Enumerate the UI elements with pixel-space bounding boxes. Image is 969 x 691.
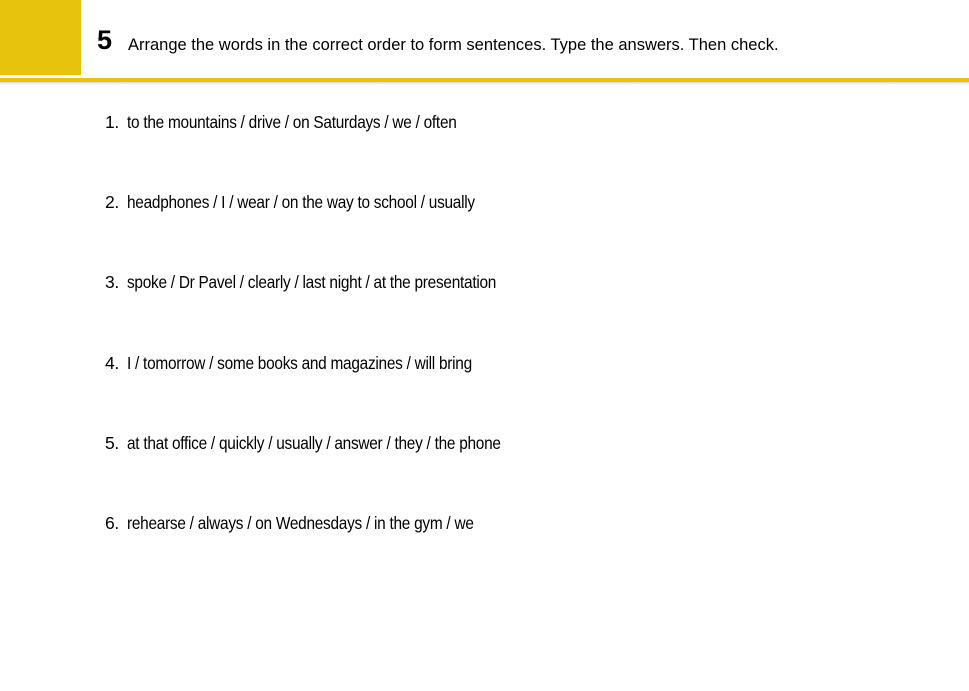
- exercise-instruction: Arrange the words in the correct order to form sentences. Type the answers. Then check.: [128, 36, 779, 54]
- item-number: 2.: [105, 192, 119, 213]
- exercise-item-3: [105, 270, 925, 350]
- item-prompt: headphones / I / wear / on the way to school / usually: [127, 192, 475, 213]
- item-prompt: I / tomorrow / some books and magazines / will bring: [127, 352, 472, 373]
- exercise-item-1: [105, 110, 925, 190]
- exercise-item-5: [105, 431, 925, 511]
- item-prompt: spoke / Dr Pavel / clearly / last night / at the presentation: [127, 272, 497, 293]
- item-number: 5.: [105, 432, 119, 453]
- item-prompt: at that office / quickly / usually / answer / they / the phone: [127, 432, 501, 453]
- exercise-items-list: [105, 110, 925, 591]
- exercise-item-4: [105, 351, 925, 431]
- item-prompt: rehearse / always / on Wednesdays / in the gym / we: [127, 512, 474, 533]
- header-accent-block: [0, 0, 81, 75]
- exercise-item-6: [105, 511, 925, 591]
- item-prompt: to the mountains / drive / on Saturdays / we / often: [127, 112, 457, 132]
- item-number: 1.: [105, 112, 119, 132]
- header-divider-shadow: [0, 82, 969, 85]
- item-number: 3.: [105, 272, 119, 293]
- exercise-number: 5: [97, 25, 113, 55]
- item-number: 6.: [105, 512, 119, 533]
- exercise-item-2: [105, 190, 925, 270]
- item-number: 4.: [105, 352, 119, 373]
